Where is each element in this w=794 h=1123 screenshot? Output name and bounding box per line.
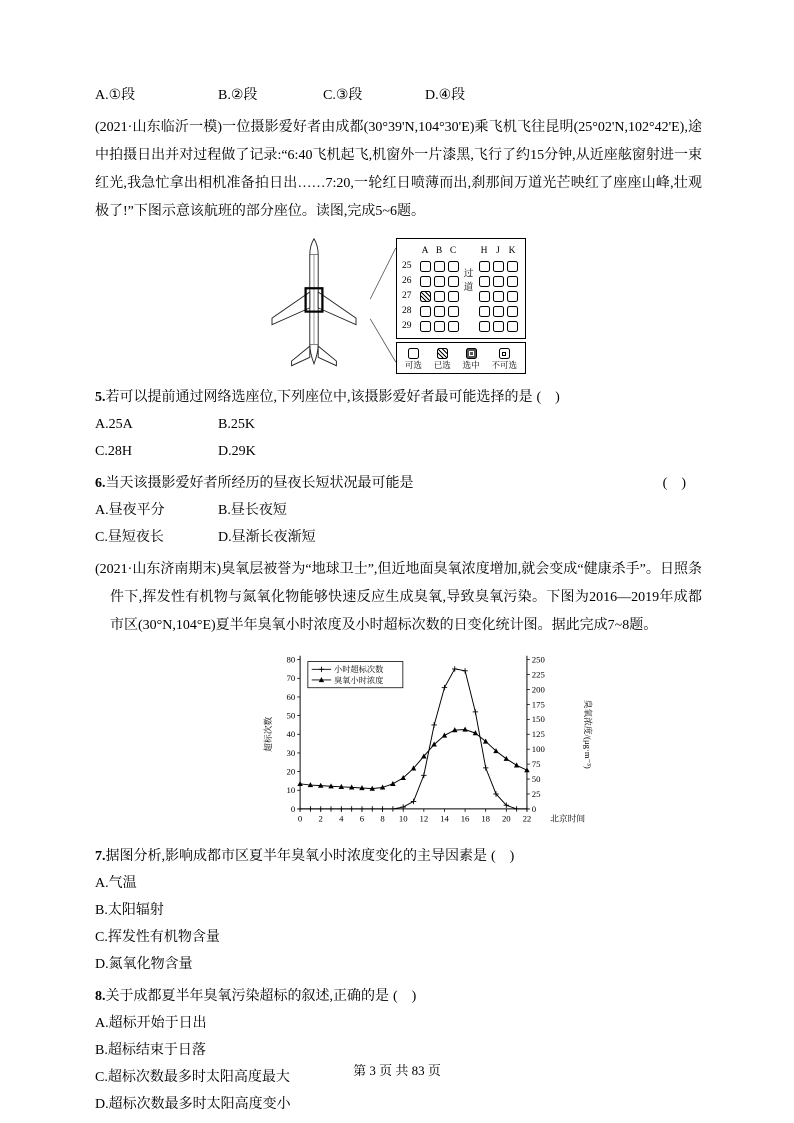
- ozone-chart-figure: [261, 648, 702, 838]
- svg-text:175: 175: [531, 699, 545, 710]
- svg-text:75: 75: [531, 759, 541, 770]
- seat-icon: [507, 276, 518, 287]
- svg-text:50: 50: [531, 773, 541, 784]
- seat-icon: [493, 291, 504, 302]
- question-text: 关于成都夏半年臭氧污染超标的叙述,正确的是: [105, 989, 389, 1004]
- answer-bracket: ( ): [393, 989, 417, 1004]
- svg-text:250: 250: [531, 654, 545, 665]
- seat-icon: [493, 276, 504, 287]
- svg-text:20: 20: [501, 813, 511, 824]
- option-b: B.超标结束于日落: [95, 1043, 206, 1058]
- seat-column-letter: J: [496, 246, 500, 256]
- question-text: 据图分析,影响成都市区夏半年臭氧小时浓度变化的主导因素是: [105, 849, 487, 864]
- svg-text:60: 60: [286, 691, 296, 702]
- seat-state-label: 选中: [462, 360, 480, 371]
- question-8: [95, 983, 702, 1118]
- question-6: [95, 470, 702, 551]
- seat-state-icon: [499, 348, 510, 359]
- svg-text:0: 0: [297, 813, 303, 824]
- seat-icon: [434, 291, 445, 302]
- question-number: 8.: [95, 989, 106, 1004]
- seat-icon: [448, 291, 459, 302]
- seat-row-number: 25: [402, 261, 412, 271]
- svg-text:0: 0: [290, 803, 296, 814]
- svg-text:8: 8: [380, 813, 385, 824]
- option-d: D.超标次数最多时太阳高度变小: [95, 1097, 291, 1112]
- answer-bracket: ( ): [536, 390, 560, 405]
- svg-text:40: 40: [286, 729, 296, 740]
- svg-text:超标次数: 超标次数: [263, 716, 274, 752]
- answer-bracket: ( ): [491, 849, 515, 864]
- seat-state-icon: [437, 348, 448, 359]
- question-text: 若可以提前通过网络选座位,下列座位中,该摄影爱好者最可能选择的是: [105, 390, 533, 405]
- seat-legend-item: [463, 348, 480, 370]
- seat-state-label: 已选: [433, 360, 451, 371]
- ozone-line-chart: [261, 648, 599, 838]
- seat-icon: [507, 291, 518, 302]
- seat-icon: [507, 306, 518, 317]
- svg-text:70: 70: [286, 673, 296, 684]
- seat-icon: [507, 261, 518, 272]
- airplane-seatmap-figure: [258, 236, 702, 376]
- aisle-label: 过道: [461, 268, 472, 296]
- svg-text:14: 14: [440, 813, 449, 824]
- option-b: B.②段: [218, 88, 258, 103]
- svg-text:25: 25: [531, 788, 541, 799]
- seat-icon: [448, 306, 459, 317]
- svg-text:225: 225: [531, 669, 545, 680]
- svg-text:18: 18: [481, 813, 491, 824]
- svg-text:臭氧小时浓度: 臭氧小时浓度: [334, 675, 384, 685]
- seat-header-row: [402, 244, 522, 259]
- seat-row: [402, 319, 522, 334]
- option-a: A.昼夜平分: [95, 503, 165, 518]
- seat-map: [396, 238, 526, 339]
- seat-row: [402, 304, 522, 319]
- option-b: B.25K: [218, 417, 255, 432]
- seat-icon: [479, 291, 490, 302]
- seat-state-label: 可选: [404, 360, 422, 371]
- seat-legend-item: [405, 348, 422, 370]
- seat-column-letter: B: [435, 246, 443, 256]
- seat-icon: [448, 276, 459, 287]
- seat-icon: [479, 321, 490, 332]
- seat-icon: [448, 321, 459, 332]
- question-number: 5.: [95, 390, 106, 405]
- question-6-options: [95, 497, 702, 551]
- seat-icon: [420, 261, 431, 272]
- seat-legend: [396, 342, 526, 374]
- seat-icon: [434, 261, 445, 272]
- option-d: D.④段: [425, 88, 466, 103]
- leader-lines: [370, 242, 396, 370]
- seat-state-icon: [466, 348, 477, 359]
- svg-text:12: 12: [419, 813, 429, 824]
- option-a: A.气温: [95, 876, 137, 891]
- option-b: B.太阳辐射: [95, 903, 164, 918]
- svg-text:北京时间: 北京时间: [550, 813, 586, 824]
- seat-icon: [420, 276, 431, 287]
- svg-text:4: 4: [339, 813, 344, 824]
- seat-row-number: 26: [402, 276, 412, 286]
- seat-icon: [420, 306, 431, 317]
- svg-text:0: 0: [531, 803, 537, 814]
- svg-text:22: 22: [522, 813, 532, 824]
- seat-row-number: 28: [402, 306, 412, 316]
- svg-text:150: 150: [531, 714, 545, 725]
- svg-text:10: 10: [398, 813, 408, 824]
- option-d: D.昼渐长夜渐短: [218, 530, 316, 545]
- svg-text:臭氧浓度/(μg·m⁻³): 臭氧浓度/(μg·m⁻³): [583, 699, 594, 769]
- seat-icon: [493, 321, 504, 332]
- svg-text:80: 80: [286, 654, 296, 665]
- svg-text:100: 100: [531, 744, 545, 755]
- svg-text:20: 20: [286, 766, 296, 777]
- svg-text:2: 2: [318, 813, 323, 824]
- seat-legend-item: [492, 348, 518, 370]
- option-a: A.①段: [95, 88, 136, 103]
- question-5: [95, 384, 702, 465]
- seat-icon: [434, 306, 445, 317]
- option-d: D.29K: [218, 444, 256, 459]
- answer-bracket: ( ): [662, 476, 686, 491]
- svg-text:10: 10: [286, 785, 296, 796]
- seat-icon: [434, 276, 445, 287]
- svg-text:16: 16: [460, 813, 470, 824]
- svg-text:30: 30: [286, 747, 296, 758]
- seat-icon: [493, 306, 504, 317]
- seat-row-number: 29: [402, 321, 412, 331]
- svg-text:200: 200: [531, 684, 545, 695]
- page-footer: 第 3 页 共 83 页: [353, 1063, 441, 1078]
- svg-text:小时超标次数: 小时超标次数: [334, 665, 384, 675]
- previous-question-options: [95, 84, 702, 108]
- seat-state-label: 不可选: [491, 360, 518, 371]
- seat-icon: [479, 276, 490, 287]
- svg-text:6: 6: [359, 813, 365, 824]
- question-5-options: [95, 411, 702, 465]
- seat-column-letter: K: [508, 246, 516, 256]
- question-number: 6.: [95, 476, 106, 491]
- seat-icon: [479, 306, 490, 317]
- seat-icon: [493, 261, 504, 272]
- passage-flight: (2021·山东临沂一模)一位摄影爱好者由成都(30°39'N,104°30'E)乘飞机飞往昆明(25°02'N,102°42'E),途中拍摄日出并对过程做了记录:“6:40飞机起飞,机窗外一片漆黑,飞行了约15分钟,从近座舷窗射进一束红光,我急忙拿出相机准备拍日出……7:20,一轮红日喷薄而出,刹那间万道光芒映红了座座山峰,壮观极了!”下图示意该航班的部分座位。读图,完成5~6题。: [95, 120, 702, 219]
- option-a: A.25A: [95, 417, 133, 432]
- seat-icon: [507, 321, 518, 332]
- option-c: C.③段: [323, 88, 363, 103]
- question-7: [95, 843, 702, 978]
- seat-column-letter: C: [449, 246, 457, 256]
- seat-row-number: 27: [402, 291, 412, 301]
- option-a: A.超标开始于日出: [95, 1016, 207, 1031]
- passage-ozone: (2021·山东济南期末)臭氧层被誉为“地球卫士”,但近地面臭氧浓度增加,就会变成“健康杀手”。日照条件下,挥发性有机物与氮氧化物能够快速反应生成臭氧,导致臭氧污染。下图为2016—2019年成都市区(30°N,104°E)夏半年臭氧小时浓度及小时超标次数的日变化统计图。据此完成7~8题。: [95, 562, 702, 633]
- seat-icon: [448, 261, 459, 272]
- option-b: B.昼长夜短: [218, 503, 287, 518]
- seat-column-letter: A: [421, 246, 429, 256]
- seat-map-stack: [396, 238, 526, 374]
- question-number: 7.: [95, 849, 106, 864]
- svg-text:125: 125: [531, 729, 545, 740]
- option-c: C.28H: [95, 444, 132, 459]
- seat-column-letter: H: [480, 246, 488, 256]
- seat-icon: [420, 291, 431, 302]
- option-d: D.氮氧化物含量: [95, 957, 193, 972]
- svg-text:50: 50: [286, 710, 296, 721]
- option-c: C.超标次数最多时太阳高度最大: [95, 1070, 290, 1085]
- airplane-illustration: [258, 236, 370, 376]
- seat-icon: [434, 321, 445, 332]
- seat-icon: [479, 261, 490, 272]
- option-c: C.昼短夜长: [95, 530, 164, 545]
- option-c: C.挥发性有机物含量: [95, 930, 220, 945]
- question-text: 当天该摄影爱好者所经历的昼夜长短状况最可能是: [105, 476, 414, 491]
- seat-legend-item: [434, 348, 451, 370]
- seat-state-icon: [408, 348, 419, 359]
- seat-icon: [420, 321, 431, 332]
